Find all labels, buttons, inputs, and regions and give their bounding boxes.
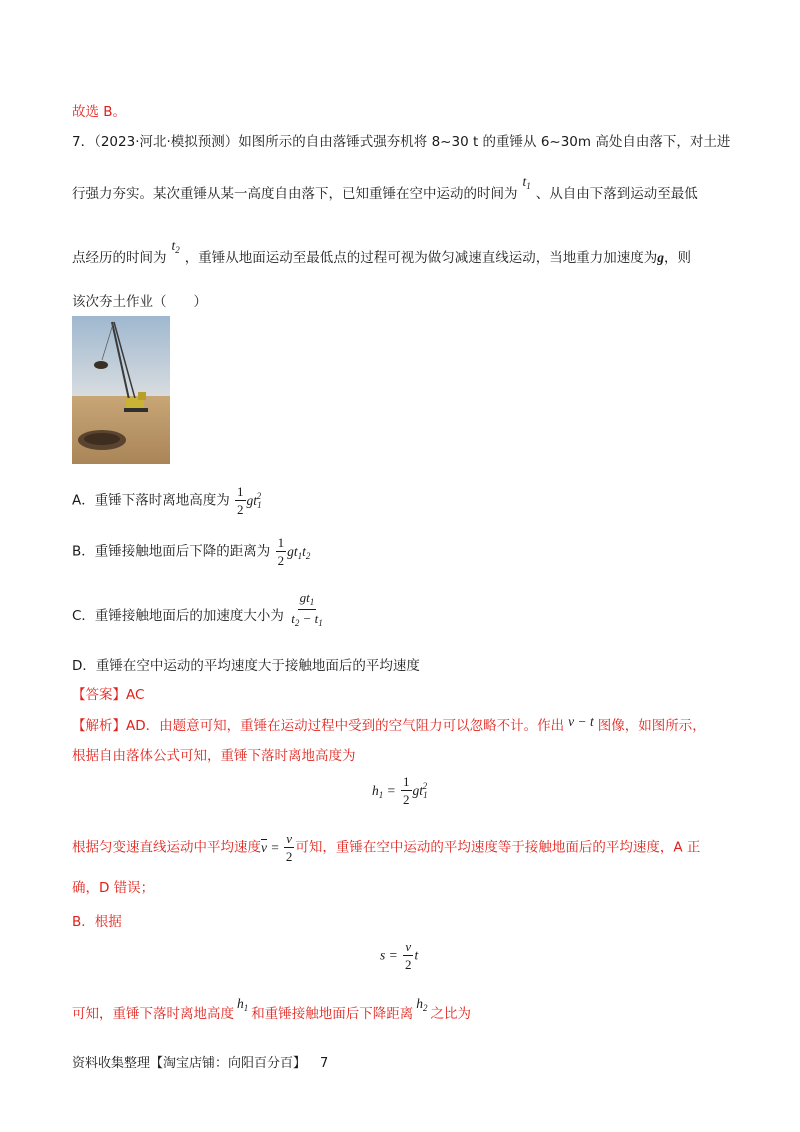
option-a[interactable] (72, 485, 261, 516)
analysis-line-4: 确，D 错误； (72, 880, 155, 896)
fraction-one-half: $\frac{1}{2}$ (403, 774, 410, 807)
crane-photo (72, 316, 170, 464)
question-stem-3a: 点经历的时间为 (72, 250, 167, 266)
math-v-t: v − t (568, 714, 594, 729)
equation-h1 (372, 775, 427, 806)
math-s: s = (380, 947, 398, 963)
question-stem-2b: 、从自由下落到运动至最低 (535, 186, 698, 202)
fraction-v-over-2: $\frac{v}{2}$ (405, 939, 412, 972)
analysis-text-6c: 之比为 (430, 1006, 471, 1022)
analysis-text-6b: 和重锤接触地面后下降距离 (251, 1006, 414, 1022)
question-line-1 (72, 130, 730, 150)
option-b-label: B．重锤接触地面后下降的距离为 (72, 543, 271, 560)
analysis-text-3b: 可知，重锤在空中运动的平均速度等于接触地面后的平均速度，A 正 (295, 839, 701, 856)
fraction-one-half: $\frac{1}{2}$ (277, 535, 285, 568)
math-vbar-eq-v-over-2: $\overline{v}$ = $\frac{v}{2}$ (261, 831, 293, 864)
question-stem-3b: ，重锤从地面运动至最低点的过程可视为做匀减速直线运动，当地重力加速度为 (184, 250, 658, 266)
question-number: 7． (72, 134, 95, 150)
analysis-line-2: 根据自由落体公式可知，重锤下落时离地高度为 (72, 748, 356, 764)
option-d[interactable]: D．重锤在空中运动的平均速度大于接触地面后的平均速度 (72, 658, 420, 674)
math-h1: $h_1$ = (372, 782, 396, 800)
question-line-3 (72, 238, 692, 267)
previous-answer-tail: 故选 B。 (72, 104, 127, 120)
question-stem-1: （2023·河北·模拟预测）如图所示的自由落锤式强夯机将 8~30 t 的重锤从 6~30m 高处自由落下，对土进 (94, 134, 731, 150)
math-g-t1-t2: $gt_1t_2$ (287, 543, 311, 561)
math-h1: $h_1$ (237, 996, 249, 1013)
equation-s (380, 940, 418, 971)
math-g-t1-squared: $gt_1^2$ (246, 490, 262, 510)
analysis-line-6 (72, 996, 471, 1023)
math-g: g (657, 250, 665, 265)
analysis-text-3a: 根据匀变速直线运动中平均速度 (72, 839, 261, 856)
question-line-4: 该次夯土作业（ ） (72, 294, 207, 310)
analysis-text-6a: 可知，重锤下落时离地高度 (72, 1006, 234, 1022)
fraction-one-half: $\frac{1}{2}$ (237, 484, 244, 517)
option-b[interactable] (72, 536, 310, 567)
math-g-t1-squared: $gt_1^2$ (412, 780, 428, 800)
question-stem-3d: ，则 (664, 250, 692, 266)
page-number: 7 (320, 1056, 329, 1071)
option-c-label: C．重锤接触地面后的加速度大小为 (72, 607, 284, 624)
math-t1: $t_1$ (522, 174, 531, 191)
analysis-line-3 (72, 832, 700, 863)
math-t2: $t_2$ (171, 238, 180, 255)
analysis-text-1a: 【解析】AD．由题意可知，重锤在运动过程中受到的空气阻力可以忽略不计。作出 (72, 718, 565, 734)
math-h2: $h_2$ (416, 996, 428, 1013)
math-t: t (414, 947, 419, 963)
answer-label: 【答案】AC (72, 687, 145, 703)
question-line-2 (72, 174, 698, 203)
analysis-text-1b: 图像，如图所示， (597, 718, 706, 734)
fraction-gt1-over-t2-minus-t1: $\frac{gt_1}{t_2 - t_1}$ (291, 590, 323, 628)
analysis-line-1 (72, 714, 706, 734)
analysis-line-5: B．根据 (72, 914, 122, 930)
footer-label: 资料收集整理【淘宝店铺：向阳百分百】 (72, 1056, 307, 1071)
page-footer (72, 1052, 328, 1071)
option-a-label: A．重锤下落时离地高度为 (72, 492, 230, 509)
question-stem-2a: 行强力夯实。某次重锤从某一高度自由落下，已知重锤在空中运动的时间为 (72, 186, 518, 202)
option-c[interactable] (72, 585, 326, 628)
